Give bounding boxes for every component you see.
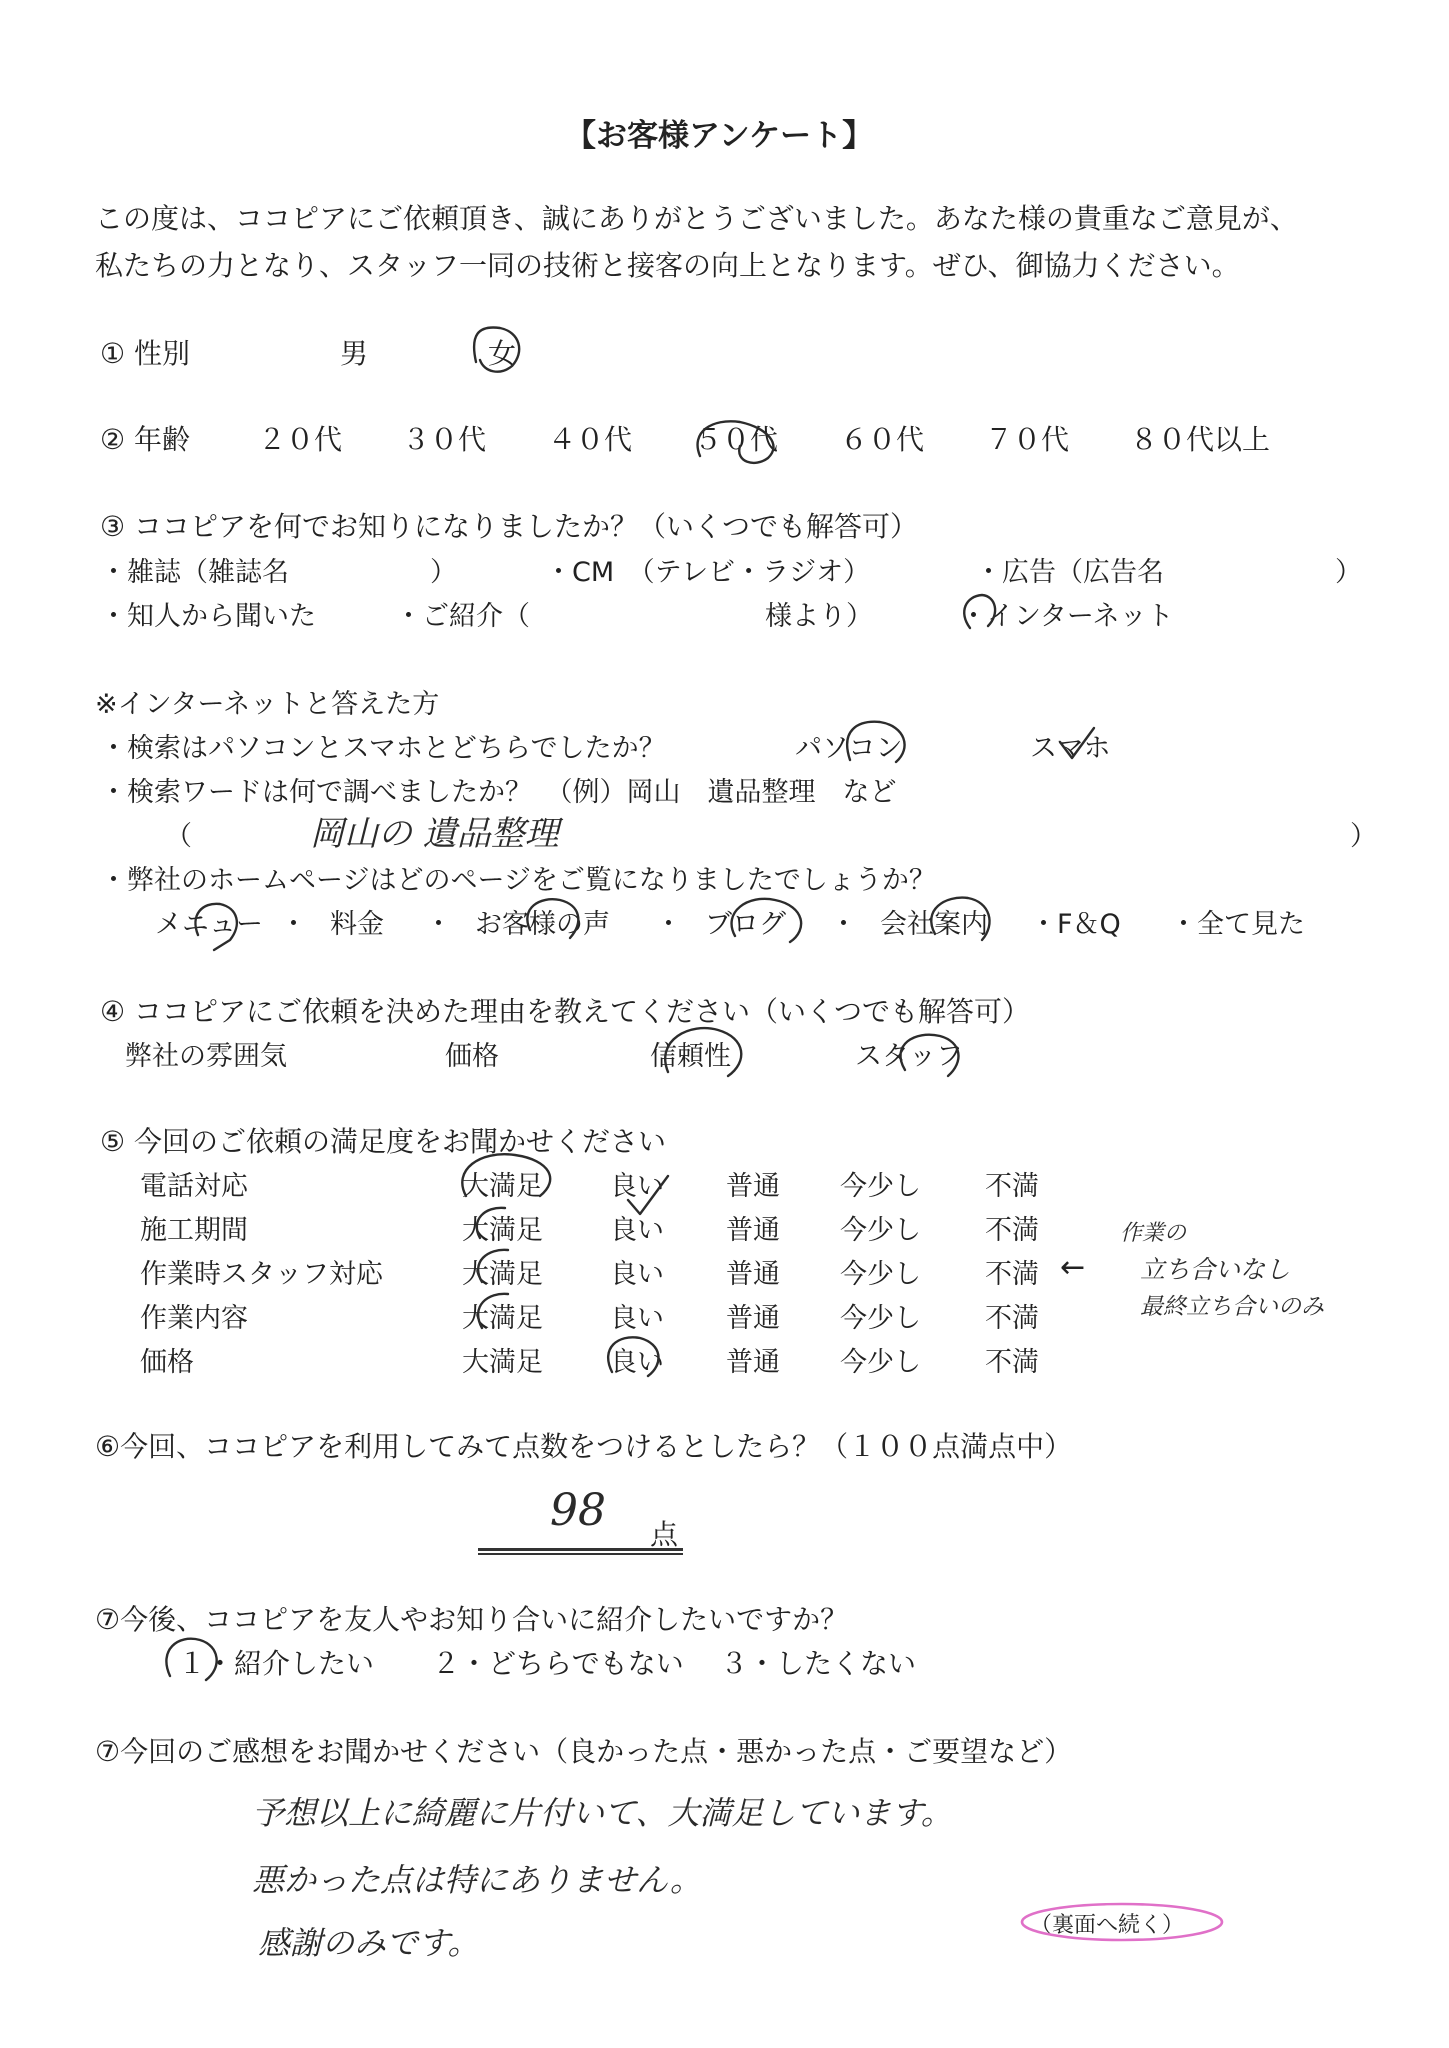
page-sep: ・ bbox=[425, 909, 452, 940]
internet-device-pc[interactable]: パソコン bbox=[795, 733, 903, 764]
scale-average[interactable]: 普通 bbox=[726, 1171, 780, 1202]
q4-option-trust[interactable]: 信頼性 bbox=[650, 1041, 731, 1072]
scale-dissatisfied[interactable]: 不満 bbox=[985, 1171, 1039, 1202]
q2-option-70s[interactable]: ７０代 bbox=[985, 423, 1070, 456]
scale-dissatisfied[interactable]: 不満 bbox=[985, 1215, 1039, 1246]
q5-label: ⑤ 今回のご依頼の満足度をお聞かせください bbox=[100, 1125, 667, 1158]
note-line: 最終立ち合いのみ bbox=[1140, 1294, 1324, 1320]
q6-unit: 点 bbox=[650, 1518, 679, 1551]
q3-ad-close: ） bbox=[1335, 557, 1362, 588]
page-sep: ・ bbox=[830, 909, 857, 940]
q3-option-magazine[interactable]: ・雑誌（雑誌名 bbox=[100, 557, 289, 588]
scale-very-satisfied[interactable]: 大満足 bbox=[462, 1171, 543, 1202]
scale-good[interactable]: 良い bbox=[610, 1347, 664, 1378]
scale-good[interactable]: 良い bbox=[610, 1215, 664, 1246]
score-underline bbox=[478, 1553, 683, 1555]
scale-slightly[interactable]: 今少し bbox=[840, 1303, 921, 1334]
q7-option-not-recommend[interactable]: ３・したくない bbox=[720, 1647, 917, 1680]
page-option-faq[interactable]: ・F＆Q bbox=[1030, 909, 1121, 940]
page-option-voices[interactable]: お客様の声 bbox=[475, 909, 610, 940]
scale-good[interactable]: 良い bbox=[610, 1259, 664, 1290]
q4-option-price[interactable]: 価格 bbox=[445, 1041, 499, 1072]
q2-option-50s[interactable]: ５０代 bbox=[694, 423, 779, 456]
page-option-menu[interactable]: メニュー bbox=[155, 909, 263, 940]
q7-option-neutral[interactable]: ２・どちらでもない bbox=[432, 1647, 684, 1680]
page-title: 【お客様アンケート】 bbox=[565, 118, 874, 154]
scale-average[interactable]: 普通 bbox=[726, 1347, 780, 1378]
q3-label: ③ ココピアを何でお知りになりましたか？（いくつでも解答可） bbox=[100, 510, 919, 543]
q3-magazine-close: ） bbox=[430, 557, 457, 588]
q8-label: ⑦今回のご感想をお聞かせください（良かった点・悪かった点・ご要望など） bbox=[95, 1735, 1073, 1768]
comment-line[interactable]: 悪かった点は特にありません。 bbox=[252, 1861, 702, 1899]
q6-label: ⑥今回、ココピアを利用してみて点数をつけるとしたら？（１００点満点中） bbox=[95, 1430, 1073, 1463]
page-option-all[interactable]: ・全て見た bbox=[1170, 909, 1305, 940]
q3-option-referral[interactable]: ・ご紹介（ bbox=[395, 601, 530, 632]
q2-option-30s[interactable]: ３０代 bbox=[402, 423, 487, 456]
q1-option-male[interactable]: 男 bbox=[340, 337, 369, 370]
q3-option-cm[interactable]: ・CM （テレビ・ラジオ） bbox=[545, 557, 871, 588]
scale-good[interactable]: 良い bbox=[610, 1171, 664, 1202]
scale-dissatisfied[interactable]: 不満 bbox=[985, 1347, 1039, 1378]
q1-label: ① 性別 bbox=[100, 337, 191, 370]
scale-slightly[interactable]: 今少し bbox=[840, 1347, 921, 1378]
note-line: 立ち合いなし bbox=[1140, 1255, 1291, 1284]
comment-line[interactable]: 予想以上に綺麗に片付いて、大満足しています。 bbox=[252, 1794, 953, 1832]
page-sep: ・ bbox=[280, 909, 307, 940]
internet-keyword-open: （ bbox=[165, 821, 192, 852]
scale-dissatisfied[interactable]: 不満 bbox=[985, 1303, 1039, 1334]
q3-option-ad[interactable]: ・広告（広告名 bbox=[975, 557, 1164, 588]
scale-slightly[interactable]: 今少し bbox=[840, 1259, 921, 1290]
q5-row-item: 作業時スタッフ対応 bbox=[140, 1259, 383, 1290]
q2-option-80s-plus[interactable]: ８０代以上 bbox=[1130, 423, 1271, 456]
q3-option-internet[interactable]: ・インターネット bbox=[960, 601, 1174, 632]
note-line: 作業の bbox=[1120, 1221, 1187, 1246]
scale-very-satisfied[interactable]: 大満足 bbox=[462, 1215, 543, 1246]
q2-label: ② 年齢 bbox=[100, 423, 191, 456]
q2-option-60s[interactable]: ６０代 bbox=[840, 423, 925, 456]
scale-average[interactable]: 普通 bbox=[726, 1215, 780, 1246]
scale-good[interactable]: 良い bbox=[610, 1303, 664, 1334]
q2-option-20s[interactable]: ２０代 bbox=[258, 423, 343, 456]
q2-option-40s[interactable]: ４０代 bbox=[548, 423, 633, 456]
page-option-blog[interactable]: ブログ bbox=[705, 909, 786, 940]
score-underline bbox=[478, 1548, 683, 1551]
q4-label: ④ ココピアにご依頼を決めた理由を教えてください（いくつでも解答可） bbox=[100, 995, 1031, 1028]
internet-keyword-question: ・検索ワードは何で調べましたか？ （例）岡山 遺品整理 など bbox=[100, 777, 897, 808]
scale-very-satisfied[interactable]: 大満足 bbox=[462, 1347, 543, 1378]
note-arrow: ← bbox=[1060, 1250, 1086, 1285]
scale-dissatisfied[interactable]: 不満 bbox=[985, 1259, 1039, 1290]
internet-keyword-close: ） bbox=[1350, 821, 1377, 852]
q5-row-item: 電話対応 bbox=[140, 1171, 248, 1202]
q5-row-item: 施工期間 bbox=[140, 1215, 248, 1246]
comment-line[interactable]: 感謝のみです。 bbox=[258, 1924, 480, 1962]
scale-slightly[interactable]: 今少し bbox=[840, 1215, 921, 1246]
q3-option-acquaintance[interactable]: ・知人から聞いた bbox=[100, 601, 316, 632]
internet-pages-question: ・弊社のホームページはどのページをご覧になりましたでしょうか？ bbox=[100, 865, 936, 896]
page-sep: ・ bbox=[655, 909, 682, 940]
q5-row-item: 作業内容 bbox=[140, 1303, 248, 1334]
q1-option-female[interactable]: 女 bbox=[488, 337, 517, 370]
scale-average[interactable]: 普通 bbox=[726, 1259, 780, 1290]
scale-very-satisfied[interactable]: 大満足 bbox=[462, 1259, 543, 1290]
page-option-pricing[interactable]: 料金 bbox=[330, 909, 384, 940]
internet-device-question: ・検索はパソコンとスマホとどちらでしたか？ bbox=[100, 733, 666, 764]
q5-row-item: 価格 bbox=[140, 1347, 194, 1378]
scale-slightly[interactable]: 今少し bbox=[840, 1171, 921, 1202]
page-option-company[interactable]: 会社案内 bbox=[880, 909, 988, 940]
q6-score[interactable]: 98 bbox=[550, 1485, 606, 1536]
q4-option-staff[interactable]: スタッフ bbox=[855, 1041, 963, 1072]
internet-device-smartphone[interactable]: スマホ bbox=[1030, 733, 1111, 764]
internet-keyword-answer[interactable]: 岡山の 遺品整理 bbox=[310, 814, 559, 854]
q7-option-recommend[interactable]: １・紹介したい bbox=[178, 1647, 375, 1680]
scale-very-satisfied[interactable]: 大満足 bbox=[462, 1303, 543, 1334]
q4-option-atmosphere[interactable]: 弊社の雰囲気 bbox=[125, 1041, 287, 1072]
q3-referral-suffix: 様より） bbox=[765, 601, 873, 632]
q7-label: ⑦今後、ココピアを友人やお知り合いに紹介したいですか？ bbox=[95, 1603, 849, 1636]
continue-note: （裏面へ続く） bbox=[1030, 1913, 1185, 1938]
intro-line-1: この度は、ココピアにご依頼頂き、誠にありがとうございました。あなた様の貴重なご意見が、 bbox=[95, 202, 1298, 235]
intro-line-2: 私たちの力となり、スタッフ一同の技術と接客の向上となります。ぜひ、御協力ください。 bbox=[95, 249, 1240, 282]
scale-average[interactable]: 普通 bbox=[726, 1303, 780, 1334]
internet-section-label: ※インターネットと答えた方 bbox=[95, 689, 440, 720]
